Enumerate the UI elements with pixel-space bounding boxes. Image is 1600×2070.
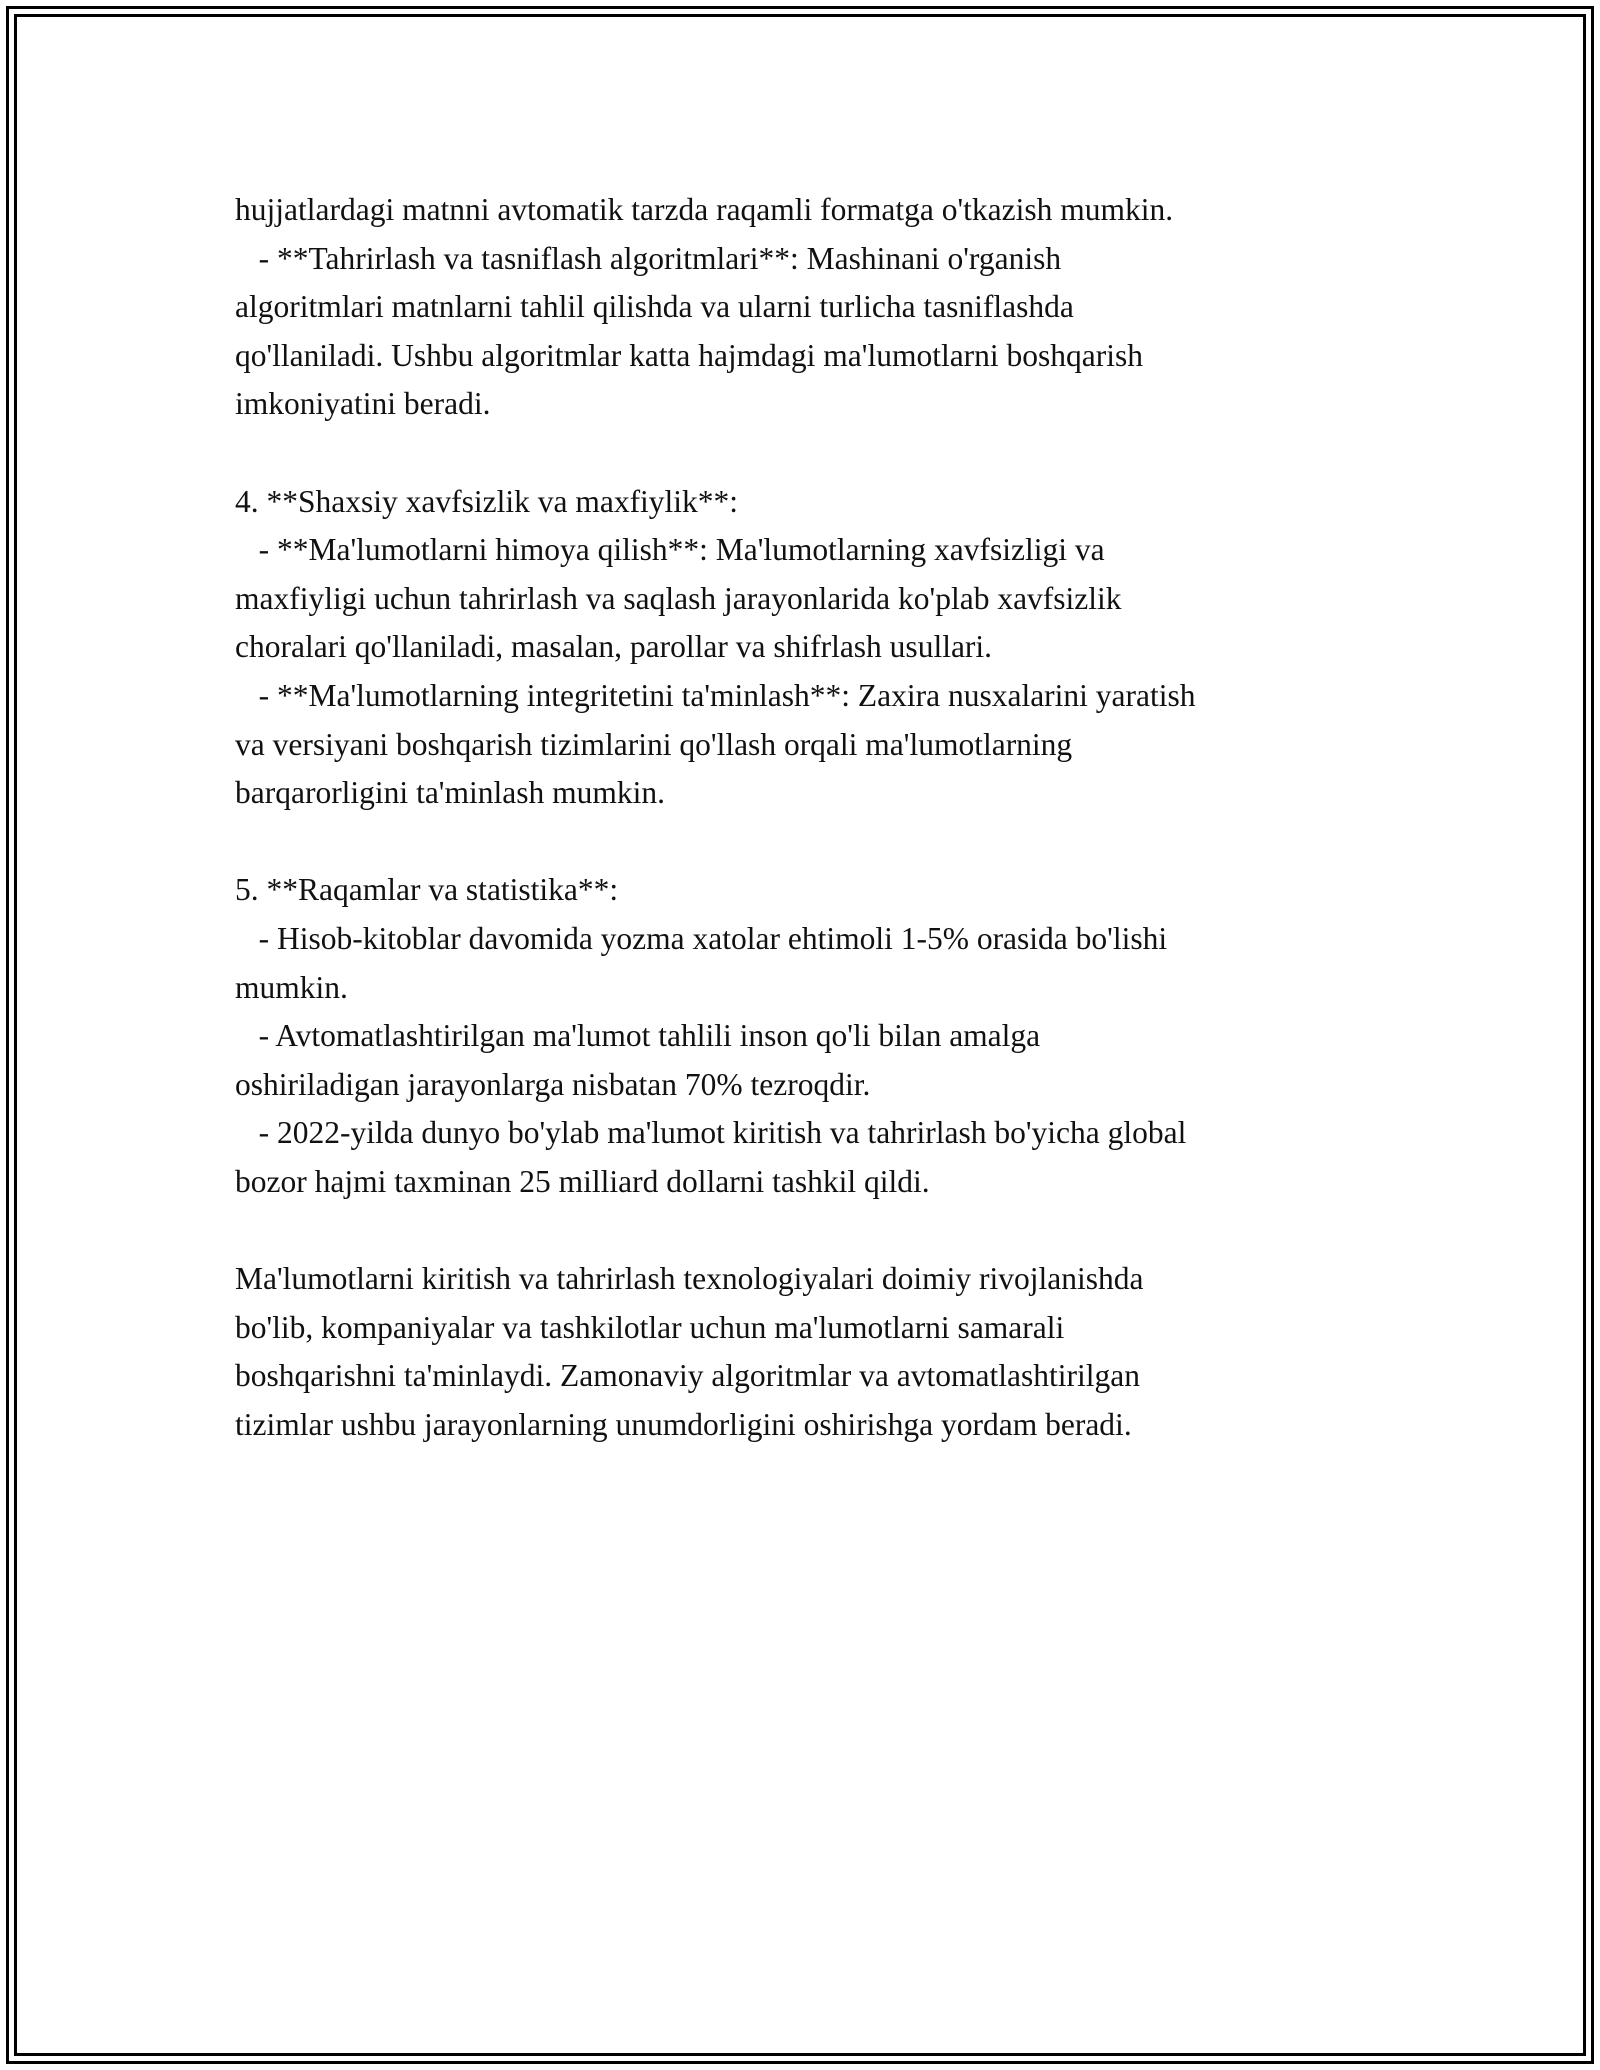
paragraph-ocr-continuation <box>235 186 1385 429</box>
text-line: boshqarishni ta'minlaydi. Zamonaviy algoritmlar va avtomatlashtirilgan <box>235 1358 1140 1394</box>
text-line: maxfiyligi uchun tahrirlash va saqlash jarayonlarida ko'plab xavfsizlik <box>235 580 1122 616</box>
text-line: - Avtomatlashtirilgan ma'lumot tahlili inson qo'li bilan amalga <box>235 1018 1041 1054</box>
text-line: oshiriladigan jarayonlarga nisbatan 70% tezroqdir. <box>235 1066 871 1102</box>
text-line: algoritmlari matnlarni tahlil qilishda va ularni turlicha tasniflashda <box>235 289 1074 325</box>
section-security-privacy <box>235 478 1385 818</box>
text-line: mumkin. <box>235 969 348 1005</box>
paragraph-spacer <box>235 1206 1385 1255</box>
text-line: qo'llaniladi. Ushbu algoritmlar katta hajmdagi ma'lumotlarni boshqarish <box>235 337 1144 373</box>
text-line: bozor hajmi taxminan 25 milliard dollarni tashkil qildi. <box>235 1163 930 1199</box>
text-line: Ma'lumotlarni kiritish va tahrirlash texnologiyalari doimiy rivojlanishda <box>235 1261 1144 1297</box>
document-body <box>235 186 1385 1449</box>
paragraph-spacer <box>235 429 1385 478</box>
text-line: va versiyani boshqarish tizimlarini qo'llash orqali ma'lumotlarning <box>235 726 1073 762</box>
text-line: choralari qo'llaniladi, masalan, parollar va shifrlash usullari. <box>235 629 993 665</box>
text-line: bo'lib, kompaniyalar va tashkilotlar uchun ma'lumotlarni samarali <box>235 1309 1065 1345</box>
text-line: imkoniyatini beradi. <box>235 386 491 422</box>
section-numbers-statistics <box>235 866 1385 1206</box>
section-heading: 4. **Shaxsiy xavfsizlik va maxfiylik**: <box>235 483 739 519</box>
text-line: tizimlar ushbu jarayonlarning unumdorligini oshirishga yordam beradi. <box>235 1406 1132 1442</box>
section-heading: 5. **Raqamlar va statistika**: <box>235 872 619 908</box>
text-line: - Hisob-kitoblar davomida yozma xatolar ehtimoli 1-5% orasida bo'lishi <box>235 920 1168 956</box>
text-line: - **Ma'lumotlarning integritetini ta'minlash**: Zaxira nusxalarini yaratish <box>235 677 1196 713</box>
text-line: - 2022-yilda dunyo bo'ylab ma'lumot kiritish va tahrirlash bo'yicha global <box>235 1115 1187 1151</box>
text-line: - **Tahrirlash va tasniflash algoritmlari**: Mashinani o'rganish <box>235 240 1062 276</box>
paragraph-conclusion <box>235 1255 1385 1449</box>
text-line: barqarorligini ta'minlash mumkin. <box>235 775 665 811</box>
text-line: - **Ma'lumotlarni himoya qilish**: Ma'lumotlarning xavfsizligi va <box>235 532 1105 568</box>
paragraph-spacer <box>235 818 1385 867</box>
text-line: hujjatlardagi matnni avtomatik tarzda raqamli formatga o'tkazish mumkin. <box>235 192 1174 227</box>
